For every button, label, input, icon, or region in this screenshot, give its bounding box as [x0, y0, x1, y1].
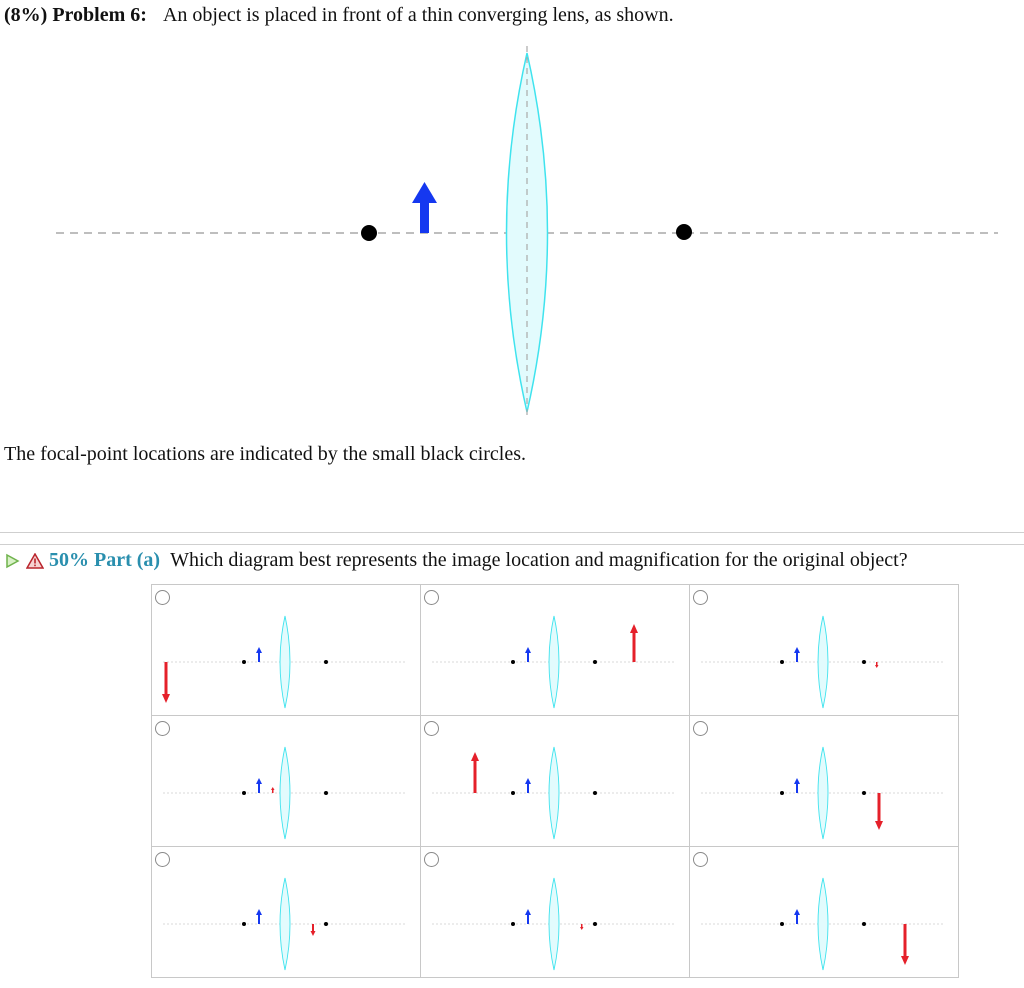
- focal-point-note: The focal-point locations are indicated by the small black circles.: [4, 443, 527, 465]
- converging-lens: [818, 878, 828, 970]
- option-diagram: [421, 716, 689, 846]
- object-arrow: [256, 647, 262, 662]
- image-arrow: [630, 624, 638, 662]
- image-arrow: [311, 924, 316, 936]
- focal-point-left: [242, 660, 246, 664]
- play-triangle-icon[interactable]: [4, 553, 20, 569]
- focal-point-right: [324, 660, 328, 664]
- focal-point-left: [511, 660, 515, 664]
- option-diagram: [152, 716, 420, 846]
- part-a-percent: 50%: [49, 549, 89, 571]
- option-diagram: [690, 847, 958, 977]
- object-arrow: [412, 182, 437, 233]
- focal-point-right: [593, 922, 597, 926]
- object-arrow: [794, 778, 800, 793]
- focal-point-right: [593, 791, 597, 795]
- image-arrow: [471, 752, 479, 793]
- option-diagram: [690, 585, 958, 715]
- image-arrow: [580, 924, 584, 930]
- object-arrow: [256, 778, 262, 793]
- object-arrow: [794, 909, 800, 924]
- converging-lens: [549, 747, 559, 839]
- focal-point-left: [780, 791, 784, 795]
- answer-option-9[interactable]: [690, 847, 959, 978]
- divider-bottom: [0, 544, 1024, 545]
- focal-point-right: [862, 922, 866, 926]
- object-arrow: [525, 778, 531, 793]
- answer-option-2[interactable]: [421, 585, 690, 716]
- converging-lens: [818, 616, 828, 708]
- converging-lens: [549, 616, 559, 708]
- part-a-question: Which diagram best represents the image location and magnification for the original object?: [170, 549, 908, 571]
- converging-lens: [280, 747, 290, 839]
- divider-top: [0, 532, 1024, 533]
- focal-point-right: [862, 660, 866, 664]
- lens-figure: [0, 40, 1024, 425]
- image-arrow: [875, 793, 883, 830]
- focal-point-left: [511, 922, 515, 926]
- answer-options-grid: [151, 584, 959, 978]
- focal-point-right: [324, 791, 328, 795]
- option-diagram: [421, 585, 689, 715]
- focal-point-left: [242, 791, 246, 795]
- focal-point-left: [780, 922, 784, 926]
- part-a-label: Part (a): [94, 549, 161, 571]
- image-arrow: [901, 924, 909, 965]
- focal-point-left: [361, 225, 377, 241]
- problem-statement: An object is placed in front of a thin converging lens, as shown.: [162, 4, 674, 26]
- option-diagram: [690, 716, 958, 846]
- answer-option-8[interactable]: [421, 847, 690, 978]
- object-arrow: [794, 647, 800, 662]
- answer-option-3[interactable]: [690, 585, 959, 716]
- focal-point-right: [676, 224, 692, 240]
- focal-point-left: [242, 922, 246, 926]
- image-arrow: [271, 787, 275, 793]
- option-diagram: [152, 585, 420, 715]
- warning-icon: [26, 553, 44, 569]
- answer-option-7[interactable]: [152, 847, 421, 978]
- problem-header: [4, 4, 674, 27]
- focal-point-left: [511, 791, 515, 795]
- object-arrow: [256, 909, 262, 924]
- object-arrow: [525, 647, 531, 662]
- option-diagram: [421, 847, 689, 977]
- image-arrow: [162, 662, 170, 703]
- image-arrow: [875, 662, 879, 668]
- converging-lens: [280, 616, 290, 708]
- option-diagram: [152, 847, 420, 977]
- problem-weight: (8%): [4, 4, 48, 26]
- focal-point-right: [862, 791, 866, 795]
- converging-lens: [280, 878, 290, 970]
- answer-option-5[interactable]: [421, 716, 690, 847]
- answer-option-4[interactable]: [152, 716, 421, 847]
- focal-point-right: [593, 660, 597, 664]
- object-arrow: [525, 909, 531, 924]
- focal-point-right: [324, 922, 328, 926]
- answer-option-1[interactable]: [152, 585, 421, 716]
- converging-lens: [818, 747, 828, 839]
- answer-option-6[interactable]: [690, 716, 959, 847]
- problem-label: Problem 6:: [52, 4, 147, 26]
- focal-point-left: [780, 660, 784, 664]
- part-a-header: [4, 549, 908, 572]
- converging-lens: [549, 878, 559, 970]
